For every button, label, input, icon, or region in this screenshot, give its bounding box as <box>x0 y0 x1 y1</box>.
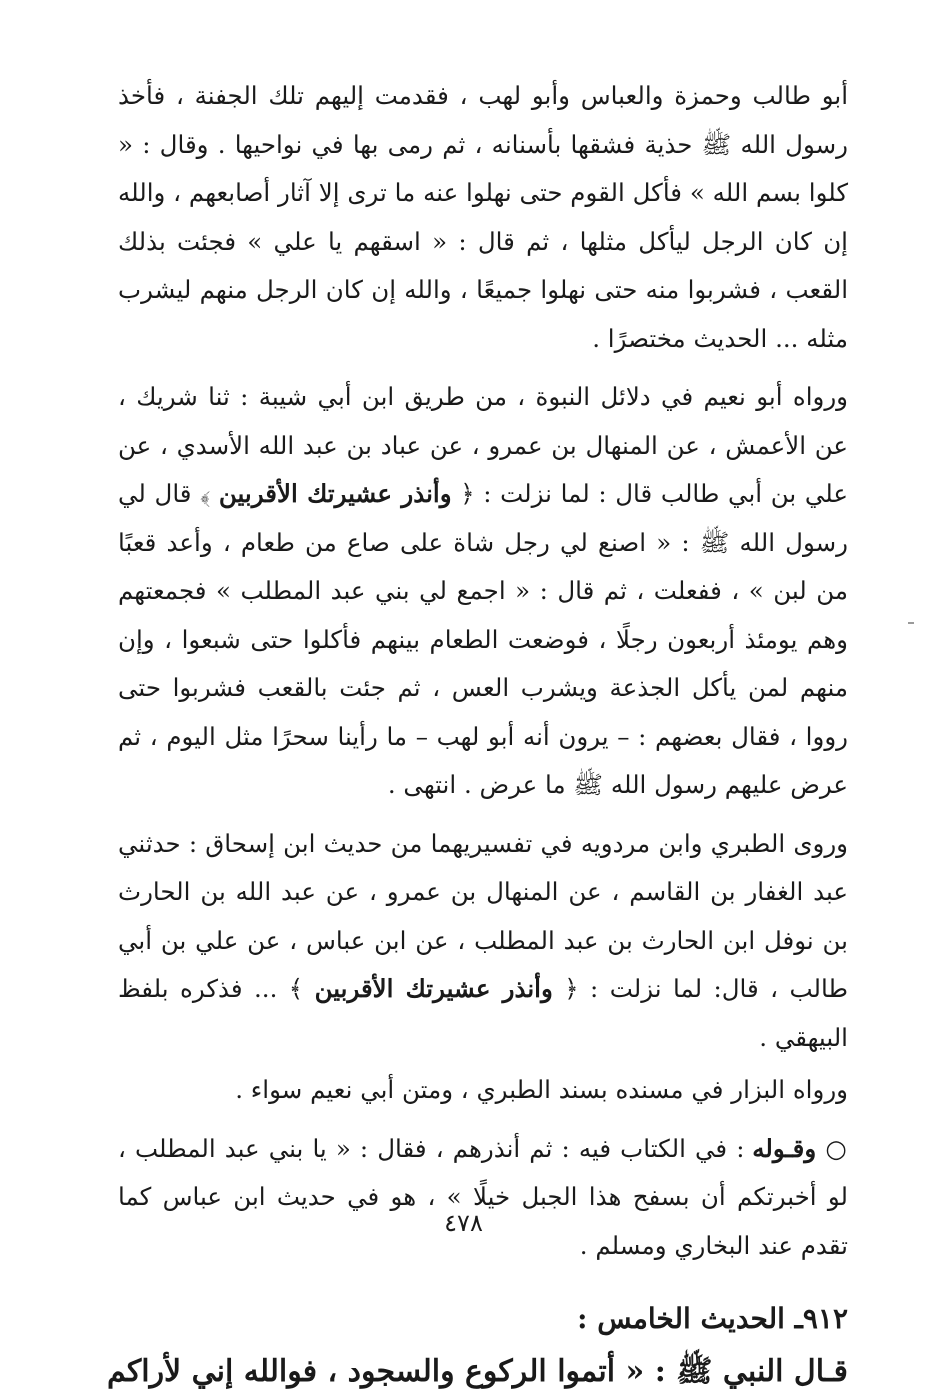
paragraph-4 <box>118 1066 848 1115</box>
paragraph-2 <box>118 373 848 810</box>
paragraph-1 <box>118 72 848 363</box>
text-segment: أبو طالب وحمزة والعباس وأبو لهب ، فقدمت إليهم تلك الجفنة ، فأخذ رسول الله ﷺ حذية فشقها بأسنانه ، ثم رمى بها في نواحيها . وقال : « كلوا بسم الله » فأكل القوم حتى نهلوا عنه ما ترى إلا آثار أصابعهم ، والله إن كان الرجل ليأكل مثلها ، ثم قال : « اسقهم يا علي » فجئت بذلك القعب ، فشربوا منه حتى نهلوا جميعًا ، والله إن كان الرجل منهم ليشرب مثله ... الحديث مختصرًا . <box>118 81 848 353</box>
text-segment: وروى الطبري وابن مردويه في تفسيريهما من حديث ابن إسحاق : حدثني عبد الغفار بن القاسم ، عن المنهال بن عمرو ، عن عبد الله بن الحارث بن نوفل ابن الحارث بن عبد المطلب ، عن ابن عباس ، عن علي بن أبي طالب ، قال: لما نزلت : ﴿ <box>118 828 848 1003</box>
quran-verse: وأنذر عشيرتك الأقربين <box>218 479 452 508</box>
paragraph-3 <box>118 820 848 1063</box>
margin-mark <box>908 622 914 624</box>
page-number: ٤٧٨ <box>444 1209 483 1237</box>
paragraph-5 <box>118 1125 848 1271</box>
quran-verse: وأنذر عشيرتك الأقربين <box>314 974 553 1003</box>
text-segment: ﴾ قال لي رسول الله ﷺ : « اصنع لي رجل شاة على صاع من طعام ، وأعد قعبًا من لبن » ، ففعلت ، ثم قال : « اجمع لي بني عبد المطلب » فجمعتهم وهم يومئذ أربعون رجلًا ، فوضعت الطعام بينهم فأكلوا حتى شبعوا ، وإن منهم لمن يأكل الجذعة ويشرب العس ، ثم جئت بالقعب فشربوا حتى رووا ، فقال بعضهم : – يرون أنه أبو لهب – ما رأينا سحرًا مثل اليوم ، ثم عرض عليهم رسول الله ﷺ ما عرض . انتهى . <box>118 479 848 799</box>
text-segment: ﴾ ... فذكره بلفظ البيهقي . <box>118 974 848 1052</box>
hadith-text-line: قـال النبي ﷺ : « أتموا الركوع والسجود ، فوالله إني لأراكم <box>106 1354 848 1389</box>
text-segment: : في الكتاب فيه : ثم أنذرهم ، فقال : « يا بني عبد المطلب ، لو أخبرتكم أن بسفح هذا الجبل خيلًا » ، هو في حديث ابن عباس كما تقدم عند البخاري ومسلم . <box>118 1133 848 1260</box>
page-body <box>106 72 848 1400</box>
text-segment: ورواه البزار في مسنده بسند الطبري ، ومتن أبي نعيم سواء . <box>235 1075 848 1104</box>
commentary-lemma: وقـوله <box>752 1133 817 1163</box>
text-segment: ورواه أبو نعيم في دلائل النبوة ، من طريق ابن أبي شيبة : ثنا شريك ، عن الأعمش ، عن المنهال بن عمرو ، عن عباد بن عبد الله الأسدي ، عن علي بن أبي طالب قال : لما نزلت : ﴿ <box>118 382 848 508</box>
hadith-heading: ٩١٢ـ الحديث الخامس : <box>577 1302 848 1335</box>
circle-marker: ○ <box>816 1133 848 1163</box>
